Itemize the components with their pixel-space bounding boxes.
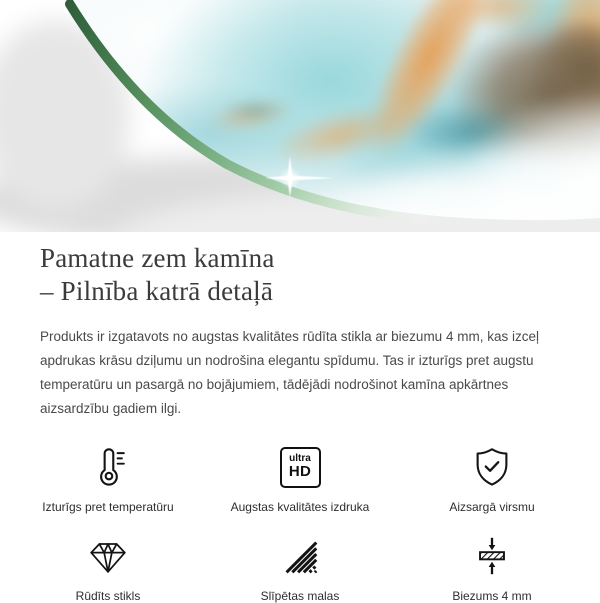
- product-info-section: [0, 242, 600, 421]
- ultra-hd-badge-top: ultra: [289, 453, 311, 464]
- ultra-hd-badge-bottom: HD: [288, 463, 312, 480]
- page-title: [40, 242, 560, 308]
- ultra-hd-icon: [280, 445, 321, 489]
- hero-image: [0, 0, 600, 232]
- feature-print-quality: [204, 445, 396, 514]
- feature-label: Rūdīts stikls: [75, 589, 141, 603]
- feature-label: Biezums 4 mm: [452, 589, 532, 603]
- feature-thickness: [396, 534, 588, 603]
- page-title-line2: – Pilnība katrā detaļā: [40, 276, 274, 306]
- feature-grid: [0, 445, 600, 603]
- glass-panel-illustration: [0, 0, 600, 232]
- feature-label: Izturīgs pret temperatūru: [42, 500, 174, 514]
- diamond-icon: [85, 534, 131, 578]
- feature-label: Slīpētas malas: [260, 589, 340, 603]
- beveled-edges-icon: [277, 534, 323, 578]
- shield-check-icon: [469, 445, 515, 489]
- feature-label: Augstas kvalitātes izdruka: [230, 500, 370, 514]
- feature-tempered-glass: [12, 534, 204, 603]
- thickness-icon: [469, 534, 515, 578]
- page-title-line1: Pamatne zem kamīna: [40, 243, 275, 273]
- feature-temperature: [12, 445, 204, 514]
- feature-polished-edges: [204, 534, 396, 603]
- feature-label: Aizsargā virsmu: [449, 500, 535, 514]
- feature-surface-protection: [396, 445, 588, 514]
- product-description: Produkts ir izgatavots no augstas kvalitātes rūdīta stikla ar biezumu 4 mm, kas izceļ apdrukas krāsu dziļumu un nodrošina elegantu spīdumu. Tas ir izturīgs pret augstu temperatūru un pasargā no bojājumiem, tādējādi nodrošinot kamīna apkārtnes aizsardzību gadiem ilgi.: [40, 329, 539, 416]
- thermometer-icon: [85, 445, 131, 489]
